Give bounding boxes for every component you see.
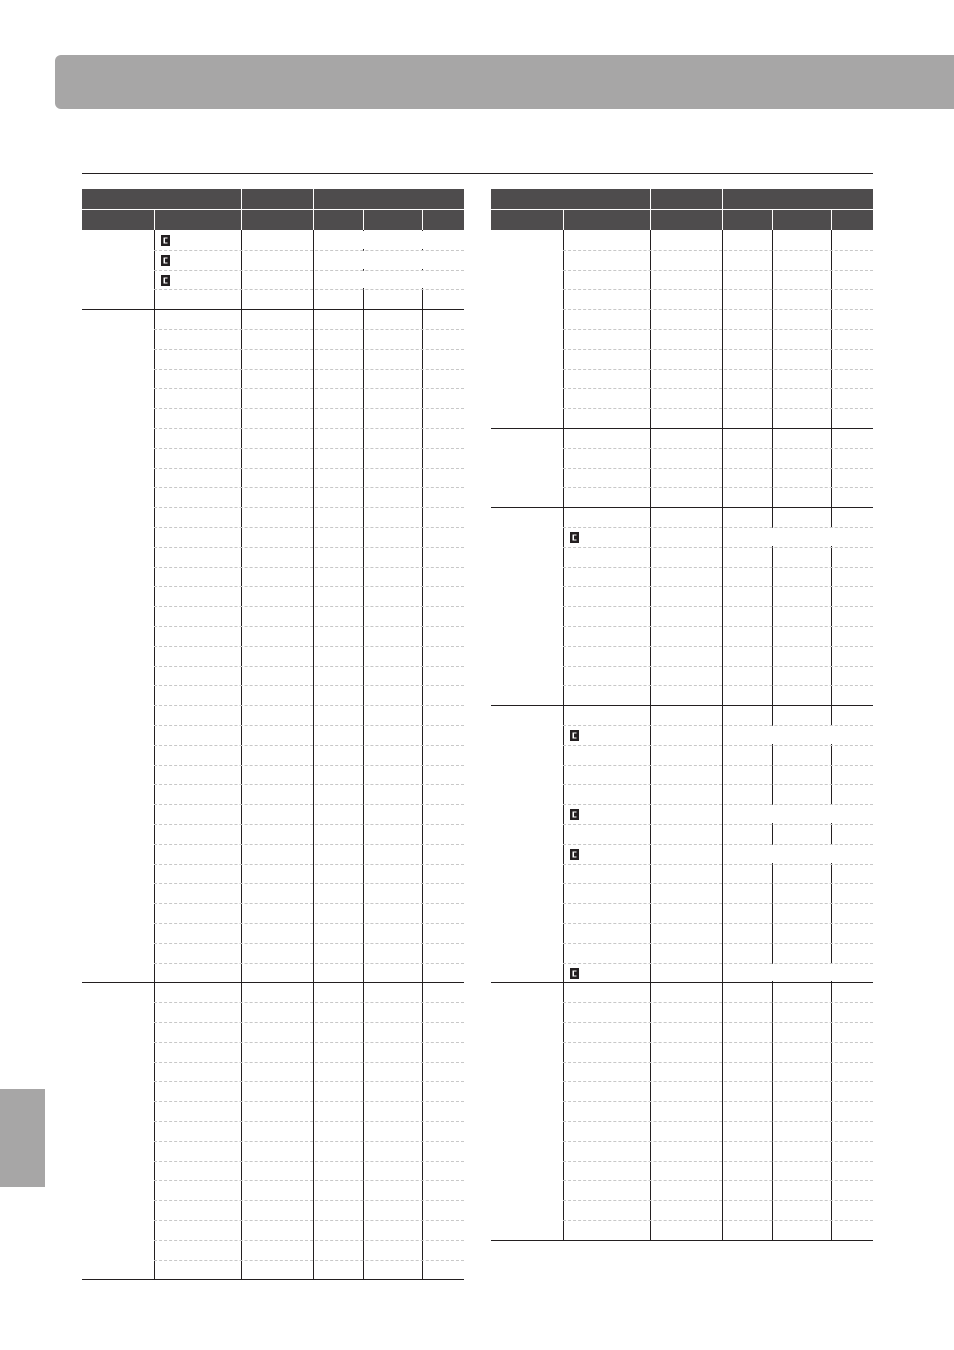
row-rule (563, 1022, 873, 1023)
group-rule (491, 705, 873, 706)
title-rule (82, 173, 873, 174)
group-rule (82, 982, 464, 983)
merged-cell (723, 726, 873, 744)
row-rule (563, 1141, 873, 1142)
row-rule (154, 903, 464, 904)
header-row-2 (82, 210, 464, 230)
row-rule (154, 1240, 464, 1241)
row-rule (563, 646, 873, 647)
merged-cell (314, 231, 464, 249)
row-rule (563, 289, 873, 290)
header-divider (772, 210, 773, 230)
row-rule (154, 1042, 464, 1043)
row-rule (154, 1101, 464, 1102)
left-table (82, 189, 464, 1279)
group-rule (491, 428, 873, 429)
header-divider (313, 210, 314, 230)
row-rule (563, 1180, 873, 1181)
column-divider (563, 230, 564, 1240)
row-rule (154, 923, 464, 924)
row-rule (154, 487, 464, 488)
row-rule (563, 388, 873, 389)
row-rule (154, 507, 464, 508)
row-rule (563, 745, 873, 746)
row-rule (154, 1062, 464, 1063)
row-rule (563, 864, 873, 865)
row-rule (154, 408, 464, 409)
row-rule (154, 1141, 464, 1142)
row-rule (563, 943, 873, 944)
row-rule (154, 1121, 464, 1122)
row-rule (563, 1161, 873, 1162)
row-rule (154, 685, 464, 686)
merged-cell (723, 528, 873, 546)
tone-mark-icon (161, 255, 170, 266)
row-rule (154, 468, 464, 469)
header-divider (154, 210, 155, 230)
row-rule (154, 448, 464, 449)
header-row-2 (491, 210, 873, 230)
row-rule (154, 705, 464, 706)
row-rule (563, 408, 873, 409)
row-rule (563, 666, 873, 667)
row-rule (154, 765, 464, 766)
merged-cell (723, 805, 873, 823)
row-rule (563, 1101, 873, 1102)
tone-mark-icon (161, 235, 170, 246)
row-rule (154, 883, 464, 884)
row-rule (563, 1081, 873, 1082)
merged-cell (723, 845, 873, 863)
header-divider (563, 210, 564, 230)
row-rule (154, 289, 464, 290)
group-rule (82, 309, 464, 310)
tone-mark-icon (570, 532, 579, 543)
row-rule (154, 606, 464, 607)
row-rule (563, 923, 873, 924)
row-rule (563, 1200, 873, 1201)
row-rule (154, 349, 464, 350)
row-rule (563, 448, 873, 449)
row-rule (563, 685, 873, 686)
row-rule (154, 1002, 464, 1003)
row-rule (154, 388, 464, 389)
row-rule (563, 270, 873, 271)
header-divider (722, 189, 723, 209)
row-rule (154, 329, 464, 330)
row-rule (563, 468, 873, 469)
row-rule (563, 1121, 873, 1122)
group-rule (82, 1279, 464, 1280)
row-rule (563, 329, 873, 330)
row-rule (563, 784, 873, 785)
merged-cell (314, 271, 464, 289)
group-rule (491, 982, 873, 983)
row-rule (154, 864, 464, 865)
header-divider (831, 210, 832, 230)
row-rule (154, 428, 464, 429)
header-row-1 (491, 189, 873, 209)
header-divider (241, 210, 242, 230)
tone-mark-icon (570, 849, 579, 860)
row-rule (563, 883, 873, 884)
row-rule (154, 369, 464, 370)
row-rule (563, 487, 873, 488)
row-rule (154, 844, 464, 845)
row-rule (563, 606, 873, 607)
row-rule (154, 1260, 464, 1261)
row-rule (563, 1042, 873, 1043)
row-rule (154, 963, 464, 964)
row-rule (154, 943, 464, 944)
group-rule (491, 507, 873, 508)
section-side-tab (0, 1089, 45, 1187)
row-rule (563, 369, 873, 370)
tone-mark-icon (570, 809, 579, 820)
column-divider (650, 230, 651, 1240)
row-rule (154, 527, 464, 528)
tone-mark-icon (161, 275, 170, 286)
header-row-1 (82, 189, 464, 209)
merged-cell (314, 251, 464, 269)
row-rule (154, 1200, 464, 1201)
row-rule (154, 646, 464, 647)
header-divider (241, 189, 242, 209)
row-rule (563, 586, 873, 587)
row-rule (154, 1180, 464, 1181)
header-divider (313, 189, 314, 209)
row-rule (154, 1161, 464, 1162)
row-rule (563, 1220, 873, 1221)
row-rule (563, 250, 873, 251)
row-rule (154, 725, 464, 726)
merged-cell (723, 964, 873, 982)
tone-mark-icon (570, 968, 579, 979)
row-rule (563, 903, 873, 904)
row-rule (154, 626, 464, 627)
tone-mark-icon (570, 730, 579, 741)
row-rule (563, 626, 873, 627)
row-rule (154, 1220, 464, 1221)
row-rule (563, 547, 873, 548)
row-rule (154, 804, 464, 805)
row-rule (154, 567, 464, 568)
row-rule (154, 784, 464, 785)
header-divider (650, 210, 651, 230)
header-divider (650, 189, 651, 209)
header-divider (363, 210, 364, 230)
row-rule (563, 349, 873, 350)
row-rule (154, 586, 464, 587)
row-rule (563, 309, 873, 310)
row-rule (154, 745, 464, 746)
row-rule (563, 765, 873, 766)
row-rule (563, 824, 873, 825)
header-divider (422, 210, 423, 230)
row-rule (154, 1022, 464, 1023)
row-rule (563, 1062, 873, 1063)
group-rule (491, 1240, 873, 1241)
right-table (491, 189, 873, 1239)
chapter-header-band (55, 55, 954, 109)
row-rule (154, 666, 464, 667)
row-rule (154, 547, 464, 548)
row-rule (154, 824, 464, 825)
row-rule (154, 1081, 464, 1082)
row-rule (563, 1002, 873, 1003)
header-divider (722, 210, 723, 230)
row-rule (563, 567, 873, 568)
